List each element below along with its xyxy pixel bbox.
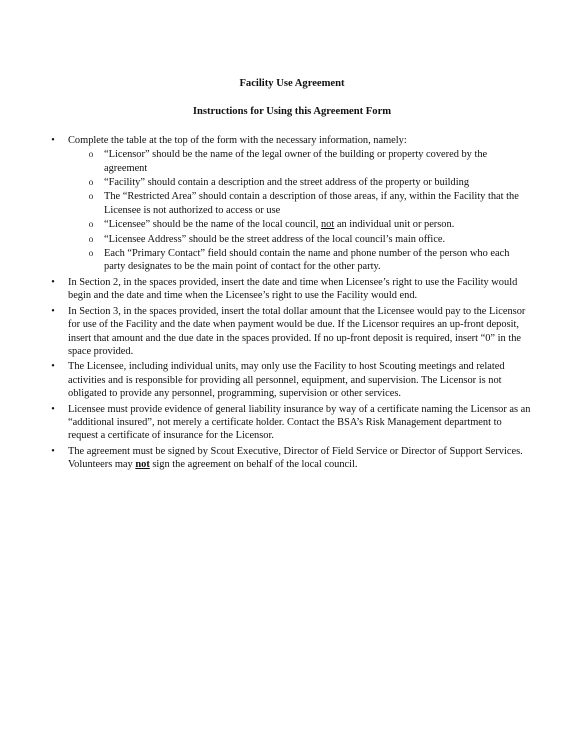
list-item-text: Licensee must provide evidence of general liability insurance by way of a certificate naming the Licensor as an “additional insured”, not merely a certificate holder. Contact the BSA’s Risk Management department to request a certificate of insurance for the Licensor.: [68, 403, 531, 442]
document-title: Facility Use Agreement: [239, 78, 345, 89]
sub-list-item: [86, 190, 532, 217]
document-subtitle: Instructions for Using this Agreement Form: [192, 106, 392, 118]
bullet-icon: •: [51, 134, 55, 146]
underlined-not: not: [320, 219, 335, 231]
list-item-text: In Section 2, in the spaces provided, insert the date and time when Licensee’s right to use the Facility would begin and the date and time when the Licensee’s right to use the Facility would end.: [68, 276, 518, 302]
bullet-icon: •: [51, 403, 55, 415]
sub-list-item-text: “Facility” should contain a description and the street address of the property or building: [104, 177, 470, 189]
sub-list-item: [86, 233, 532, 246]
circle-bullet-icon: o: [88, 233, 94, 244]
instructions-list: [52, 134, 532, 472]
bullet-icon: •: [51, 361, 55, 373]
sub-list-item-text: “Licensor” should be the name of the legal owner of the building or property covered by the agreement: [104, 149, 488, 174]
circle-bullet-icon: o: [88, 219, 94, 230]
circle-bullet-icon: o: [88, 149, 94, 160]
sub-list-item-text: “Licensee Address” should be the street address of the local council’s main office.: [104, 233, 446, 245]
list-item: [52, 445, 532, 472]
list-item: [52, 360, 532, 400]
sub-list-item-text: Each “Primary Contact” field should contain the name and phone number of the person who each party designates to be the main point of contact for the other party.: [104, 248, 510, 273]
sub-list: [68, 148, 532, 274]
bullet-icon: •: [51, 276, 55, 288]
document-body: [52, 77, 532, 474]
sub-list-item-text: The “Restricted Area” should contain a description of those areas, if any, within the Facility that the Licensee is not authorized to access or use: [104, 191, 519, 216]
circle-bullet-icon: o: [88, 191, 94, 202]
bullet-icon: •: [51, 445, 55, 457]
list-item: [52, 134, 532, 274]
emphasized-not: not: [135, 459, 150, 471]
sub-list-item: [86, 218, 532, 231]
sub-list-item: [86, 247, 532, 274]
sub-list-item: [86, 148, 532, 175]
circle-bullet-icon: o: [88, 177, 94, 188]
list-item-text: In Section 3, in the spaces provided, insert the total dollar amount that the Licensee would pay to the Licensor for use of the Facility and the date when payment would be due. If the Licensor requires an up-front deposit, insert that amount and the due date in the spaces provided. If no up-front deposit is required, insert “0” in the space provided.: [68, 305, 526, 357]
circle-bullet-icon: o: [88, 248, 94, 259]
list-item: [52, 276, 532, 303]
list-item-text: Complete the table at the top of the form with the necessary information, namely:: [68, 134, 407, 146]
list-item: [52, 403, 532, 443]
list-item-text: The Licensee, including individual units, may only use the Facility to host Scouting meetings and related activities and is responsible for providing all personnel, equipment, and supervision. The Licensor is not obligated to provide any personnel, programming, supervision or other services.: [68, 361, 505, 400]
sub-list-item: [86, 176, 532, 189]
bullet-icon: •: [51, 305, 55, 317]
sub-list-item-text: “Licensee” should be the name of the local council, not an individual unit or person.: [104, 219, 455, 231]
list-item: [52, 305, 532, 359]
list-item-text: The agreement must be signed by Scout Executive, Director of Field Service or Director of Support Services. Volunteers may not sign the agreement on behalf of the local council.: [68, 445, 523, 471]
